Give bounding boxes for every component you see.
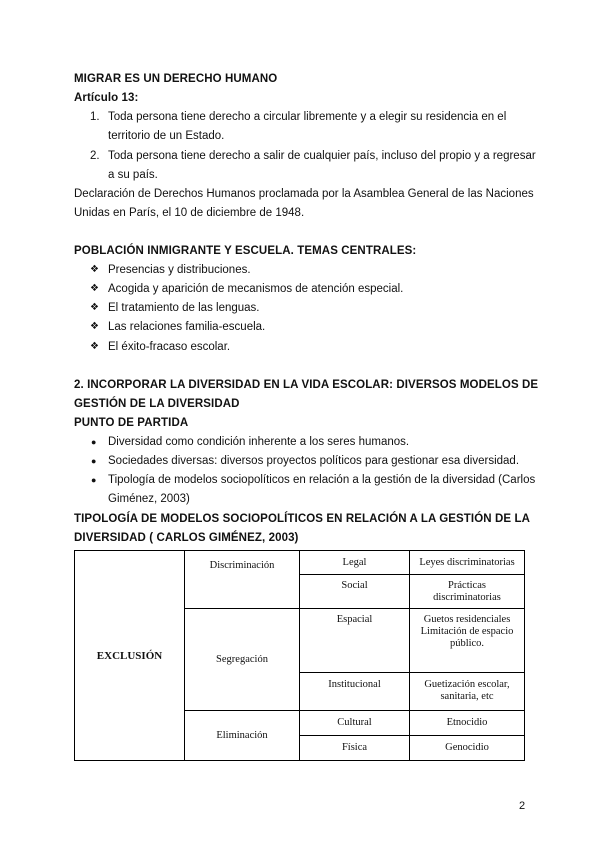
table-cell-example: [410, 609, 525, 673]
table-cell-exclusion: EXCLUSIÓN: [75, 551, 185, 761]
page-number: 2: [519, 800, 526, 812]
table-cell-group: Discriminación: [185, 551, 300, 609]
list-number: 1.: [90, 111, 100, 123]
cell-line: discriminatorias: [433, 591, 501, 603]
diamond-bullet-icon: ❖: [90, 283, 99, 294]
article-item-2-line2: a su país.: [108, 169, 158, 181]
table-cell-group: Eliminación: [185, 711, 300, 761]
section-title-poblacion: POBLACIÓN INMIGRANTE Y ESCUELA. TEMAS CENTRALES:: [74, 245, 417, 257]
table-cell-type: Cultural: [300, 711, 410, 736]
list-item: Acogida y aparición de mecanismos de atención especial.: [108, 283, 404, 295]
table-cell-type: Social: [300, 575, 410, 609]
list-item: Diversidad como condición inherente a los seres humanos.: [108, 436, 410, 448]
list-item: El éxito-fracaso escolar.: [108, 341, 231, 353]
article-heading: Artículo 13:: [74, 92, 139, 104]
table-cell-type: Institucional: [300, 673, 410, 711]
cell-line: Guetos residenciales: [423, 614, 511, 625]
article-item-1-line1: Toda persona tiene derecho a circular libremente y a elegir su residencia en el: [108, 111, 507, 123]
cell-line: Limitación de espacio: [420, 626, 514, 637]
section-title-migrar: MIGRAR ES UN DERECHO HUMANO: [74, 73, 278, 85]
circle-bullet-icon: ●: [91, 456, 97, 466]
cell-line: sanitaria, etc: [440, 691, 494, 702]
subtitle-punto-de-partida: PUNTO DE PARTIDA: [74, 417, 189, 429]
list-item: Tipología de modelos sociopolíticos en relación a la gestión de la diversidad (Carlos: [108, 474, 536, 486]
diamond-bullet-icon: ❖: [90, 302, 99, 313]
article-item-2-line1: Toda persona tiene derecho a salir de cualquier país, incluso del propio y a regresar: [108, 150, 536, 162]
table-title-line2: DIVERSIDAD ( CARLOS GIMÉNEZ, 2003): [74, 532, 299, 544]
table-cell-type: Legal: [300, 551, 410, 575]
circle-bullet-icon: ●: [91, 437, 97, 447]
table-title-line1: TIPOLOGÍA DE MODELOS SOCIOPOLÍTICOS EN RELACIÓN A LA GESTIÓN DE LA: [74, 513, 530, 525]
typology-table: [74, 550, 525, 761]
list-item: Las relaciones familia-escuela.: [108, 321, 266, 333]
diamond-bullet-icon: ❖: [90, 264, 99, 275]
section-title-incorporar-line2: GESTIÓN DE LA DIVERSIDAD: [74, 398, 240, 410]
cell-line: Prácticas: [448, 579, 486, 591]
circle-bullet-icon: ●: [91, 475, 97, 485]
table-cell-example: Leyes discriminatorias: [410, 551, 525, 575]
list-number: 2.: [90, 150, 100, 162]
table-cell-type: Física: [300, 736, 410, 761]
cell-line: público.: [449, 638, 485, 649]
table-cell-group: Segregación: [185, 609, 300, 711]
diamond-bullet-icon: ❖: [90, 321, 99, 332]
list-item: Sociedades diversas: diversos proyectos políticos para gestionar esa diversidad.: [108, 455, 520, 467]
list-item: El tratamiento de las lenguas.: [108, 302, 260, 314]
list-item-continuation: Giménez, 2003): [108, 493, 190, 505]
cell-line: Guetización escolar,: [424, 679, 510, 690]
list-item: Presencias y distribuciones.: [108, 264, 251, 276]
declaration-line2: Unidas en París, el 10 de diciembre de 1948.: [74, 207, 305, 219]
section-title-incorporar-line1: 2. INCORPORAR LA DIVERSIDAD EN LA VIDA ESCOLAR: DIVERSOS MODELOS DE: [74, 379, 539, 391]
table-cell-example: [410, 673, 525, 711]
table-cell-type: Espacial: [300, 609, 410, 673]
table-cell-example: Etnocidio: [410, 711, 525, 736]
declaration-line1: Declaración de Derechos Humanos proclamada por la Asamblea General de las Naciones: [74, 188, 534, 200]
diamond-bullet-icon: ❖: [90, 341, 99, 352]
article-item-1-line2: territorio de un Estado.: [108, 130, 225, 142]
table-cell-example: [410, 575, 525, 609]
table-cell-example: Genocidio: [410, 736, 525, 761]
